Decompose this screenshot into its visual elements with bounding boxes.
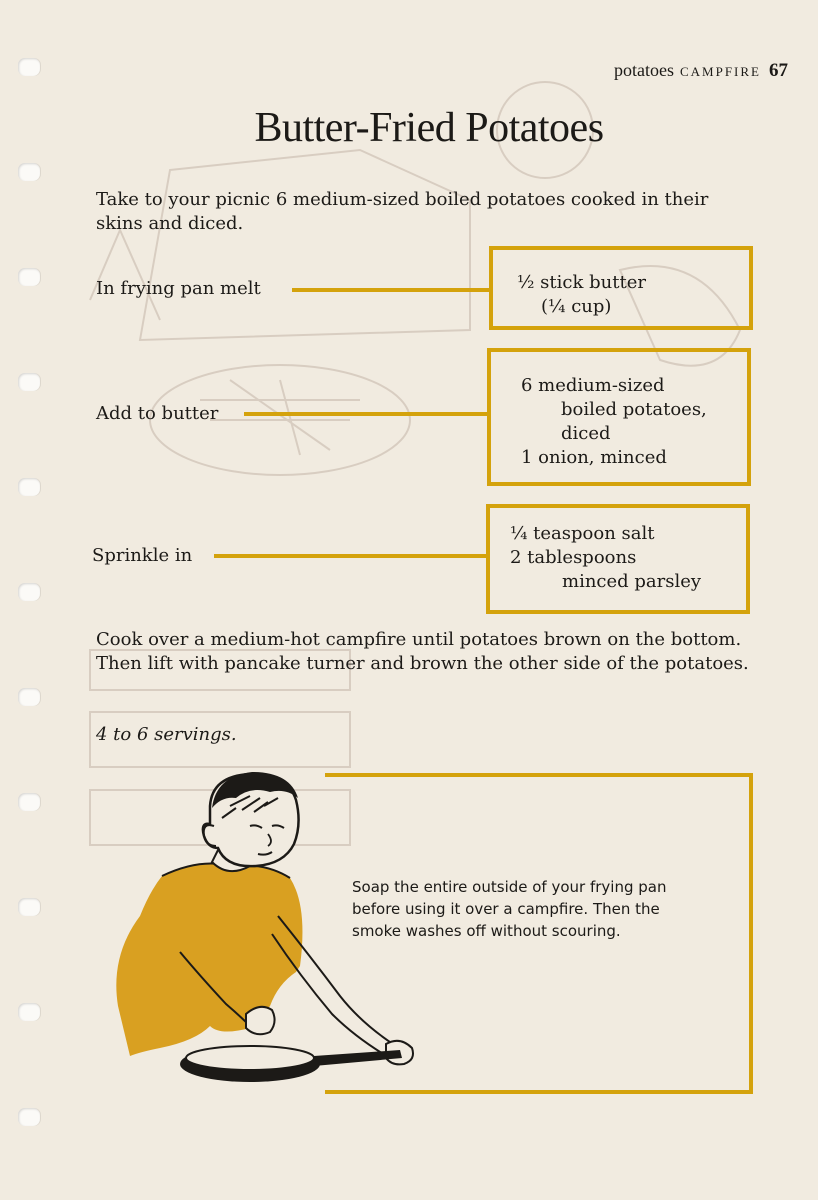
recipe-title: Butter-Fried Potatoes: [254, 105, 604, 151]
step-2-ingredients-box: [487, 348, 751, 486]
servings: 4 to 6 servings.: [96, 724, 237, 745]
header-section: CAMPFIRE: [679, 64, 761, 79]
tip-line: before using it over a campfire. Then the: [352, 900, 660, 918]
step-1-label: In frying pan melt: [96, 278, 261, 299]
ingredient-line: (¼ cup): [541, 296, 612, 317]
step-3-ingredients-box: [486, 504, 750, 614]
ingredient-line: ¼ teaspoon salt: [510, 523, 655, 544]
step-2-connector: [244, 412, 490, 416]
ingredient-line: diced: [561, 423, 611, 444]
intro-paragraph: Take to your picnic 6 medium-sized boiled potatoes cooked in their skins and diced.: [96, 189, 709, 234]
page-number: 67: [769, 60, 788, 81]
ingredient-line: 6 medium-sized: [521, 375, 665, 396]
ingredient-line: 1 onion, minced: [521, 447, 667, 468]
tip-line: Soap the entire outside of your frying pan: [352, 878, 667, 896]
ingredient-line: minced parsley: [562, 571, 702, 592]
step-3-connector: [214, 554, 488, 558]
step-2-label: Add to butter: [96, 403, 219, 424]
ingredient-line: 2 tablespoons: [510, 547, 637, 568]
header-word: potatoes: [613, 60, 674, 80]
page-header: [614, 60, 788, 82]
step-1-connector: [292, 288, 490, 292]
step-1-ingredients-box: [489, 246, 753, 330]
tip-frame-right: [749, 773, 753, 1094]
ingredient-line: boiled potatoes,: [561, 399, 707, 420]
boy-with-frying-pan-illustration: [100, 766, 430, 1096]
tip-line: smoke washes off without scouring.: [352, 922, 621, 940]
step-3-label: Sprinkle in: [92, 545, 193, 566]
ingredient-line: ½ stick butter: [517, 272, 646, 293]
cooking-instructions: Cook over a medium-hot campfire until potatoes brown on the bottom. Then lift with pancake turner and brown the other side of the potatoes.: [96, 629, 749, 674]
